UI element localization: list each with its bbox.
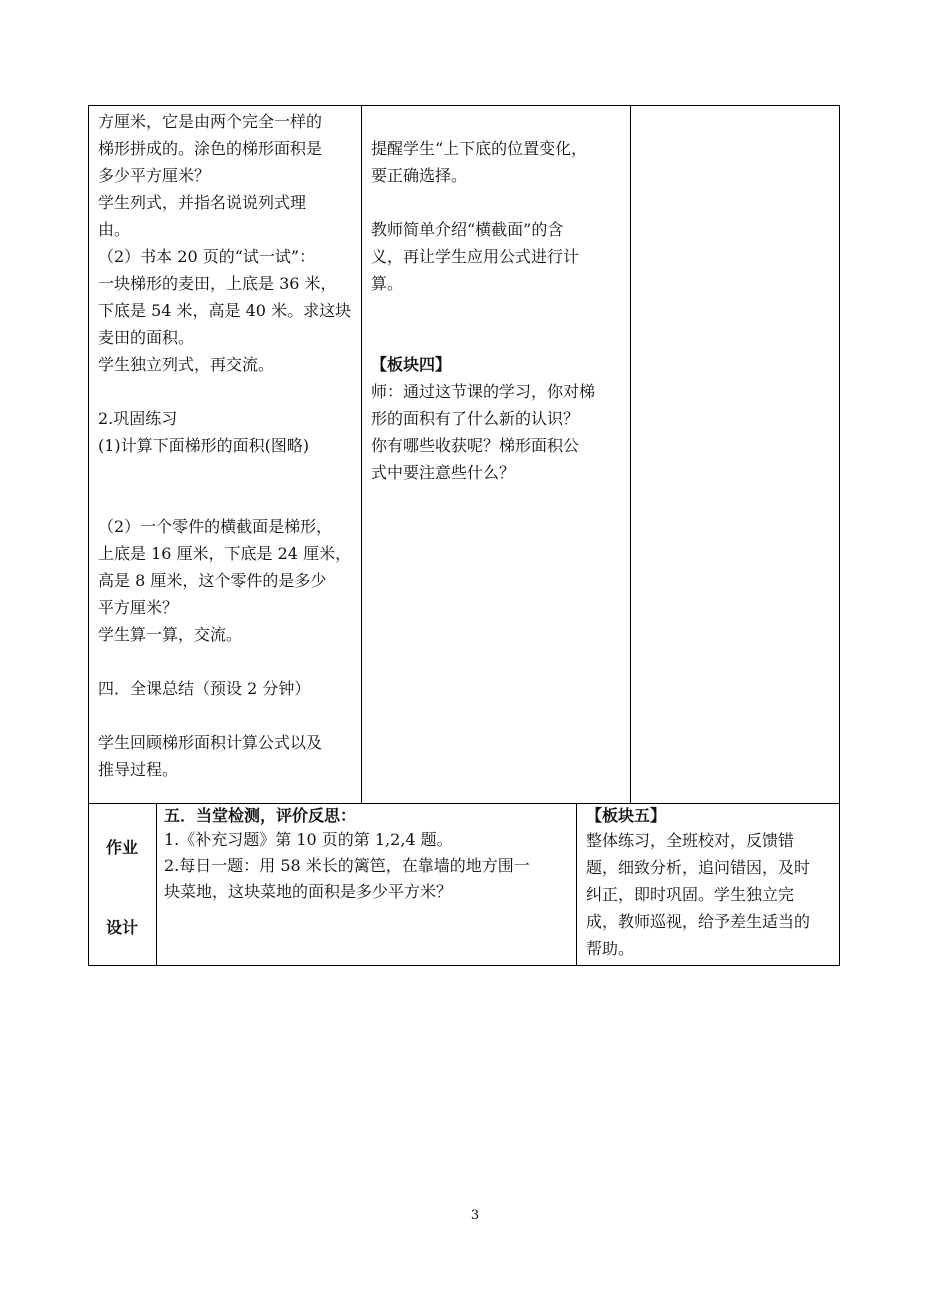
col2-line: 教师简单介绍“横截面”的含	[371, 220, 564, 239]
col2-line	[371, 324, 623, 351]
col1-line: （2）书本 20 页的“试一试”：	[98, 247, 316, 266]
col1-line: 四．全课总结（预设 2 分钟）	[98, 679, 311, 698]
col1-line: 2.巩固练习	[98, 409, 178, 428]
col1-line	[98, 486, 358, 513]
homework-mid-divider	[576, 803, 577, 965]
teacher-notes-cell	[371, 108, 623, 486]
col1-line: 上底是 16 厘米，下底是 24 厘米，	[98, 544, 352, 563]
homework-line: 2.每日一题：用 58 米长的篱笆，在靠墙的地方围一	[164, 856, 530, 875]
section-heading: 【板块五】	[586, 806, 667, 825]
homework-heading: 五．当堂检测，评价反思：	[164, 806, 357, 825]
col1-line	[98, 702, 358, 729]
col1-line: 平方厘米？	[98, 598, 179, 617]
col1-line	[98, 378, 358, 405]
homework-notes-cell	[586, 805, 836, 962]
col1-line: 由。	[98, 220, 131, 239]
col2-line	[371, 297, 623, 324]
homework-note-line: 纠正，即时巩固。学生独立完	[586, 885, 795, 904]
col1-line: 麦田的面积。	[98, 328, 195, 347]
col2-line: 你有哪些收获呢？梯形面积公	[371, 436, 580, 455]
homework-note-line: 整体练习，全班校对，反馈错	[586, 831, 795, 850]
col1-line: 多少平方厘米？	[98, 166, 211, 185]
col1-line: 一块梯形的麦田，上底是 36 米，	[98, 274, 337, 293]
col1-line: 梯形拼成的。涂色的梯形面积是	[98, 139, 323, 158]
table-right-border	[839, 105, 840, 966]
section-heading: 【板块四】	[371, 355, 452, 374]
col1-line: 学生列式，并指名说说列式理	[98, 193, 307, 212]
col2-line: 形的面积有了什么新的认识？	[371, 409, 580, 428]
col1-line: 推导过程。	[98, 760, 179, 779]
col1-line: 学生算一算，交流。	[98, 625, 243, 644]
col2-line: 算。	[371, 274, 404, 293]
col1-line	[98, 459, 358, 486]
col1-line: （2）一个零件的横截面是梯形，	[98, 517, 333, 536]
homework-note-line: 成，教师巡视，给予差生适当的	[586, 912, 811, 931]
homework-line: 块菜地，这块菜地的面积是多少平方米？	[164, 882, 453, 901]
homework-label-line: 设计	[105, 918, 138, 937]
col1-line: 高是 8 厘米，这个零件的是多少	[98, 571, 327, 590]
col-divider-1	[361, 105, 362, 803]
page-number: 3	[470, 1208, 480, 1223]
homework-label-cell	[88, 805, 156, 965]
homework-label-line: 作业	[105, 838, 138, 857]
homework-note-line: 题，细致分析，追问错因，及时	[586, 858, 811, 877]
col2-line: 师：通过这节课的学习，你对梯	[371, 382, 596, 401]
empty-notes-cell	[631, 106, 839, 803]
col2-line: 式中要注意些什么？	[371, 463, 516, 482]
homework-note-line: 帮助。	[586, 939, 635, 958]
homework-line: 1.《补充习题》第 10 页的第 1,2,4 题。	[164, 830, 453, 849]
col1-line: 学生回顾梯形面积计算公式以及	[98, 733, 323, 752]
lesson-process-cell	[98, 108, 358, 783]
col1-line: 学生独立列式，再交流。	[98, 355, 275, 374]
homework-content-cell	[164, 805, 574, 905]
col1-line	[98, 648, 358, 675]
col2-line	[371, 108, 623, 135]
homework-label-divider	[156, 803, 157, 965]
col2-line: 要正确选择。	[371, 166, 468, 185]
col1-line: 下底是 54 米，高是 40 米。求这块	[98, 301, 352, 320]
col2-line	[371, 189, 623, 216]
col2-line: 义，再让学生应用公式进行计	[371, 247, 580, 266]
col1-line: (1)计算下面梯形的面积(图略)	[98, 436, 310, 455]
table-bottom-border	[88, 965, 840, 966]
col1-line: 方厘米，它是由两个完全一样的	[98, 112, 323, 131]
col2-line: 提醒学生“上下底的位置变化，	[371, 139, 588, 158]
row-divider	[88, 803, 840, 804]
